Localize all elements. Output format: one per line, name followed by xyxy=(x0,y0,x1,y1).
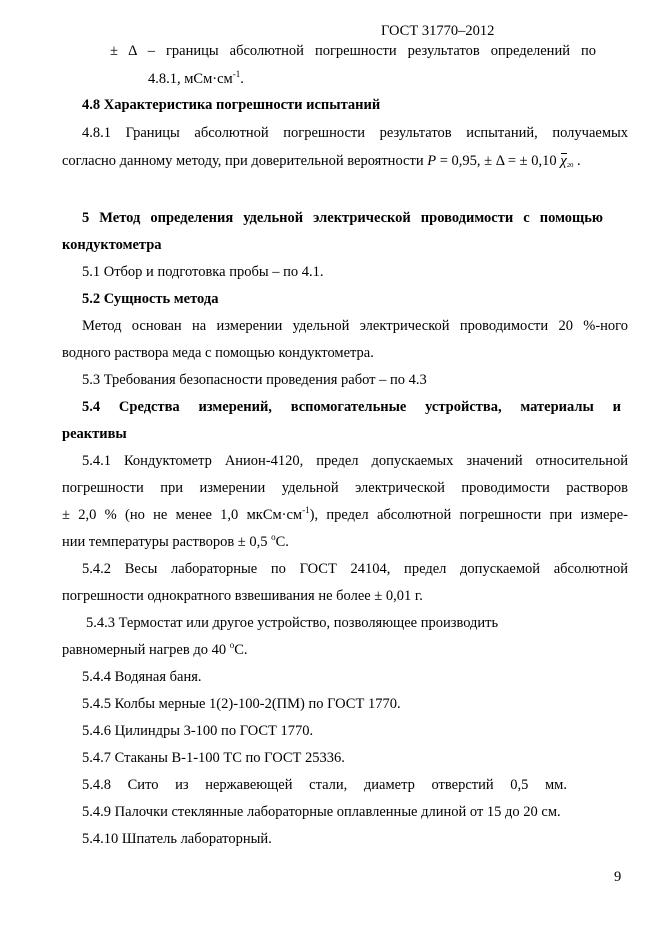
para-5-2-line-1: Метод основан на измерении удельной электрической проводимости 20 %-ного xyxy=(82,318,628,334)
para-5-2-line-2: водного раствора меда с помощью кондуктометра. xyxy=(62,345,374,361)
para-5-4-4: 5.4.4 Водяная баня. xyxy=(82,669,202,685)
section-5-2-heading: 5.2 Сущность метода xyxy=(82,291,219,307)
para-5-4-1-line-3: ± 2,0 % (но не менее 1,0 $мкСм\cdot см^{-1}$), предел абсолютной погрешности при измере- xyxy=(62,505,628,523)
chi-mean-symbol: χ xyxy=(560,153,567,169)
para-5-4-2-line-2: погрешности однократного взвешивания не более ± 0,01 г. xyxy=(62,588,423,604)
legend-line-1: ± Δ – границы абсолютной погрешности результатов определений по xyxy=(110,43,596,59)
para-5-4-10: 5.4.10 Шпатель лабораторный. xyxy=(82,831,272,847)
legend-line-2: 4.8.1, $мСм\cdot см^{-1}$. xyxy=(148,69,244,87)
para-5-4-9: 5.4.9 Палочки стеклянные лабораторные оплавленные длиной от 15 до 20 см. xyxy=(82,804,561,820)
para-5-3: 5.3 Требования безопасности проведения работ – по 4.3 xyxy=(82,372,427,388)
para-5-4-1-line-1: 5.4.1 Кондуктометр Анион-4120, предел допускаемых значений относительной xyxy=(82,453,628,469)
para-5-4-2-line-1: 5.4.2 Весы лабораторные по ГОСТ 24104, предел допускаемой абсолютной xyxy=(82,561,628,577)
para-5-4-5: 5.4.5 Колбы мерные 1(2)-100-2(ПМ) по ГОСТ 1770. xyxy=(82,696,401,712)
para-5-4-8: 5.4.8 Сито из нержавеющей стали, диаметр отверстий 0,5 мм. xyxy=(82,777,567,793)
section-4-8-heading: 4.8 Характеристика погрешности испытаний xyxy=(82,97,381,113)
para-5-4-1-line-2: погрешности при измерении удельной электрической проводимости растворов xyxy=(62,480,628,496)
page-number: 9 xyxy=(614,869,622,885)
para-5-1: 5.1 Отбор и подготовка пробы – по 4.1. xyxy=(82,264,324,280)
para-5-4-6: 5.4.6 Цилиндры 3-100 по ГОСТ 1770. xyxy=(82,723,314,739)
para-5-4-3-line-1: 5.4.3 Термостат или другое устройство, позволяющее производить xyxy=(86,615,499,631)
para-5-4-3-line-2: равномерный нагрев до 40 $^о$С. xyxy=(62,640,248,658)
section-5-heading-line-2: кондуктометра xyxy=(62,237,162,253)
section-5-4-heading-line-2: реактивы xyxy=(62,426,127,442)
section-5-4-heading-line-1: 5.4 Средства измерений, вспомогательные устройства, материалы и xyxy=(82,399,621,415)
para-4-8-1-line-1: 4.8.1 Границы абсолютной погрешности результатов испытаний, получаемых xyxy=(82,125,628,141)
section-5-heading-line-1: 5 Метод определения удельной электрической проводимости с помощью xyxy=(82,210,603,226)
para-4-8-1-line-2: согласно данному методу, при доверительной вероятности P = 0,95, ± Δ = ± 0,10 $\chi_{20}$ . xyxy=(62,153,581,169)
para-5-4-1-line-4: нии температуры растворов ± 0,5 $^о$С. xyxy=(62,532,289,550)
para-5-4-7: 5.4.7 Стаканы В-1-100 ТС по ГОСТ 25336. xyxy=(82,750,345,766)
header-standard-code: ГОСТ 31770–2012 xyxy=(381,23,495,39)
